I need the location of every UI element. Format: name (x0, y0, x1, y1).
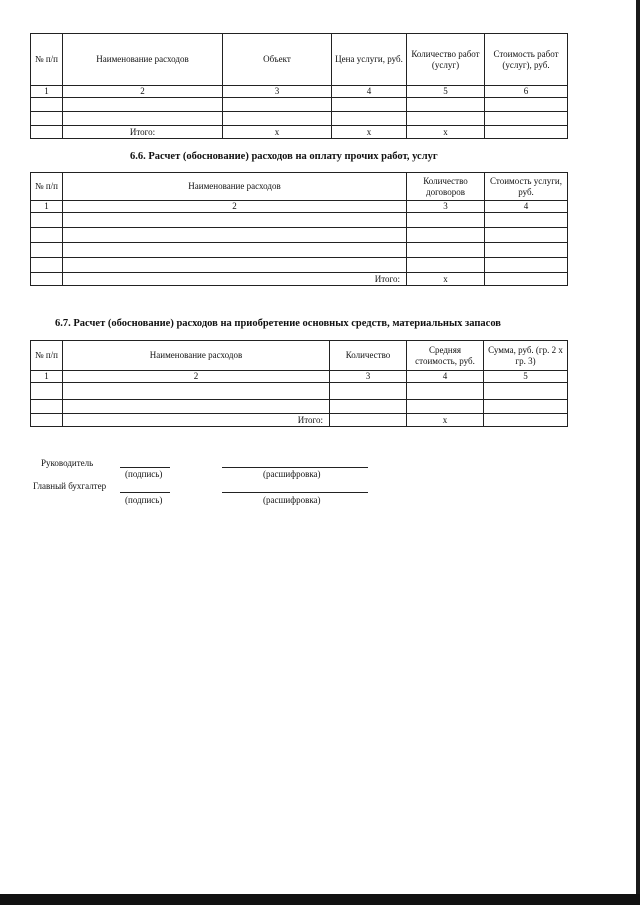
table-row (31, 213, 568, 228)
scan-edge-bottom (0, 894, 640, 905)
total-label: Итого: (63, 414, 330, 427)
table-fixed-assets (30, 340, 568, 427)
header-cell-work-quantity: Количество работ (услуг) (407, 34, 485, 86)
column-number-cell: 3 (407, 201, 485, 213)
director-decoding-line (222, 467, 368, 468)
column-number-cell: 1 (31, 371, 63, 383)
header-cell-expense-name: Наименование расходов (63, 341, 330, 371)
column-number-cell: 4 (332, 86, 407, 98)
director-label: Руководитель (41, 458, 94, 468)
table-row (31, 383, 568, 400)
header-cell-service-price: Цена услуги, руб. (332, 34, 407, 86)
chief-accountant-label: Главный бухгалтер (33, 481, 107, 491)
header-cell-number: № п/п (31, 341, 63, 371)
column-number-cell: 5 (407, 86, 485, 98)
column-number-cell: 5 (484, 371, 568, 383)
header-cell-number: № п/п (31, 173, 63, 201)
total-mark: x (407, 273, 485, 286)
table-row (31, 243, 568, 258)
header-cell-average-cost: Средняя стоимость, руб. (407, 341, 484, 371)
total-mark: x (407, 126, 485, 139)
header-cell-expense-name: Наименование расходов (63, 34, 223, 86)
total-row (31, 414, 568, 427)
header-cell-number: № п/п (31, 34, 63, 86)
header-cell-object: Объект (223, 34, 332, 86)
header-cell-service-cost: Стоимость услуги, руб. (485, 173, 568, 201)
scan-edge-right (636, 0, 640, 905)
header-cell-sum: Сумма, руб. (гр. 2 х гр. 3) (484, 341, 568, 371)
header-cell-expense-name: Наименование расходов (63, 173, 407, 201)
table-row (31, 258, 568, 273)
total-mark: x (223, 126, 332, 139)
header-cell-work-cost: Стоимость работ (услуг), руб. (485, 34, 568, 86)
header-cell-contract-count: Количество договоров (407, 173, 485, 201)
column-number-cell: 2 (63, 86, 223, 98)
table-row (31, 112, 568, 126)
table-row (31, 400, 568, 414)
total-label: Итого: (63, 126, 223, 139)
column-number-cell: 3 (330, 371, 407, 383)
section-title-6-7: 6.7. Расчет (обоснование) расходов на приобретение основных средств, материальных запасов (55, 318, 501, 329)
column-number-cell: 2 (63, 201, 407, 213)
accountant-signature-line (120, 492, 170, 493)
section-title-6-6: 6.6. Расчет (обоснование) расходов на оплату прочих работ, услуг (130, 151, 438, 162)
table-row (31, 228, 568, 243)
column-number-cell: 2 (63, 371, 330, 383)
column-number-cell: 1 (31, 86, 63, 98)
total-mark: x (332, 126, 407, 139)
total-mark: x (407, 414, 484, 427)
header-cell-quantity: Количество (330, 341, 407, 371)
table-other-services (30, 172, 568, 286)
column-number-cell: 4 (485, 201, 568, 213)
table-other-services-objects (30, 33, 568, 139)
director-signature-line (120, 467, 170, 468)
accountant-decoding-hint: (расшифровка) (263, 495, 321, 505)
total-label: Итого: (63, 273, 407, 286)
column-number-cell: 4 (407, 371, 484, 383)
total-row (31, 126, 568, 139)
director-decoding-hint: (расшифровка) (263, 469, 321, 479)
director-signature-hint: (подпись) (125, 469, 163, 479)
total-row (31, 273, 568, 286)
column-number-cell: 6 (485, 86, 568, 98)
table-row (31, 98, 568, 112)
column-number-cell: 1 (31, 201, 63, 213)
accountant-signature-hint: (подпись) (125, 495, 163, 505)
accountant-decoding-line (222, 492, 368, 493)
column-number-cell: 3 (223, 86, 332, 98)
